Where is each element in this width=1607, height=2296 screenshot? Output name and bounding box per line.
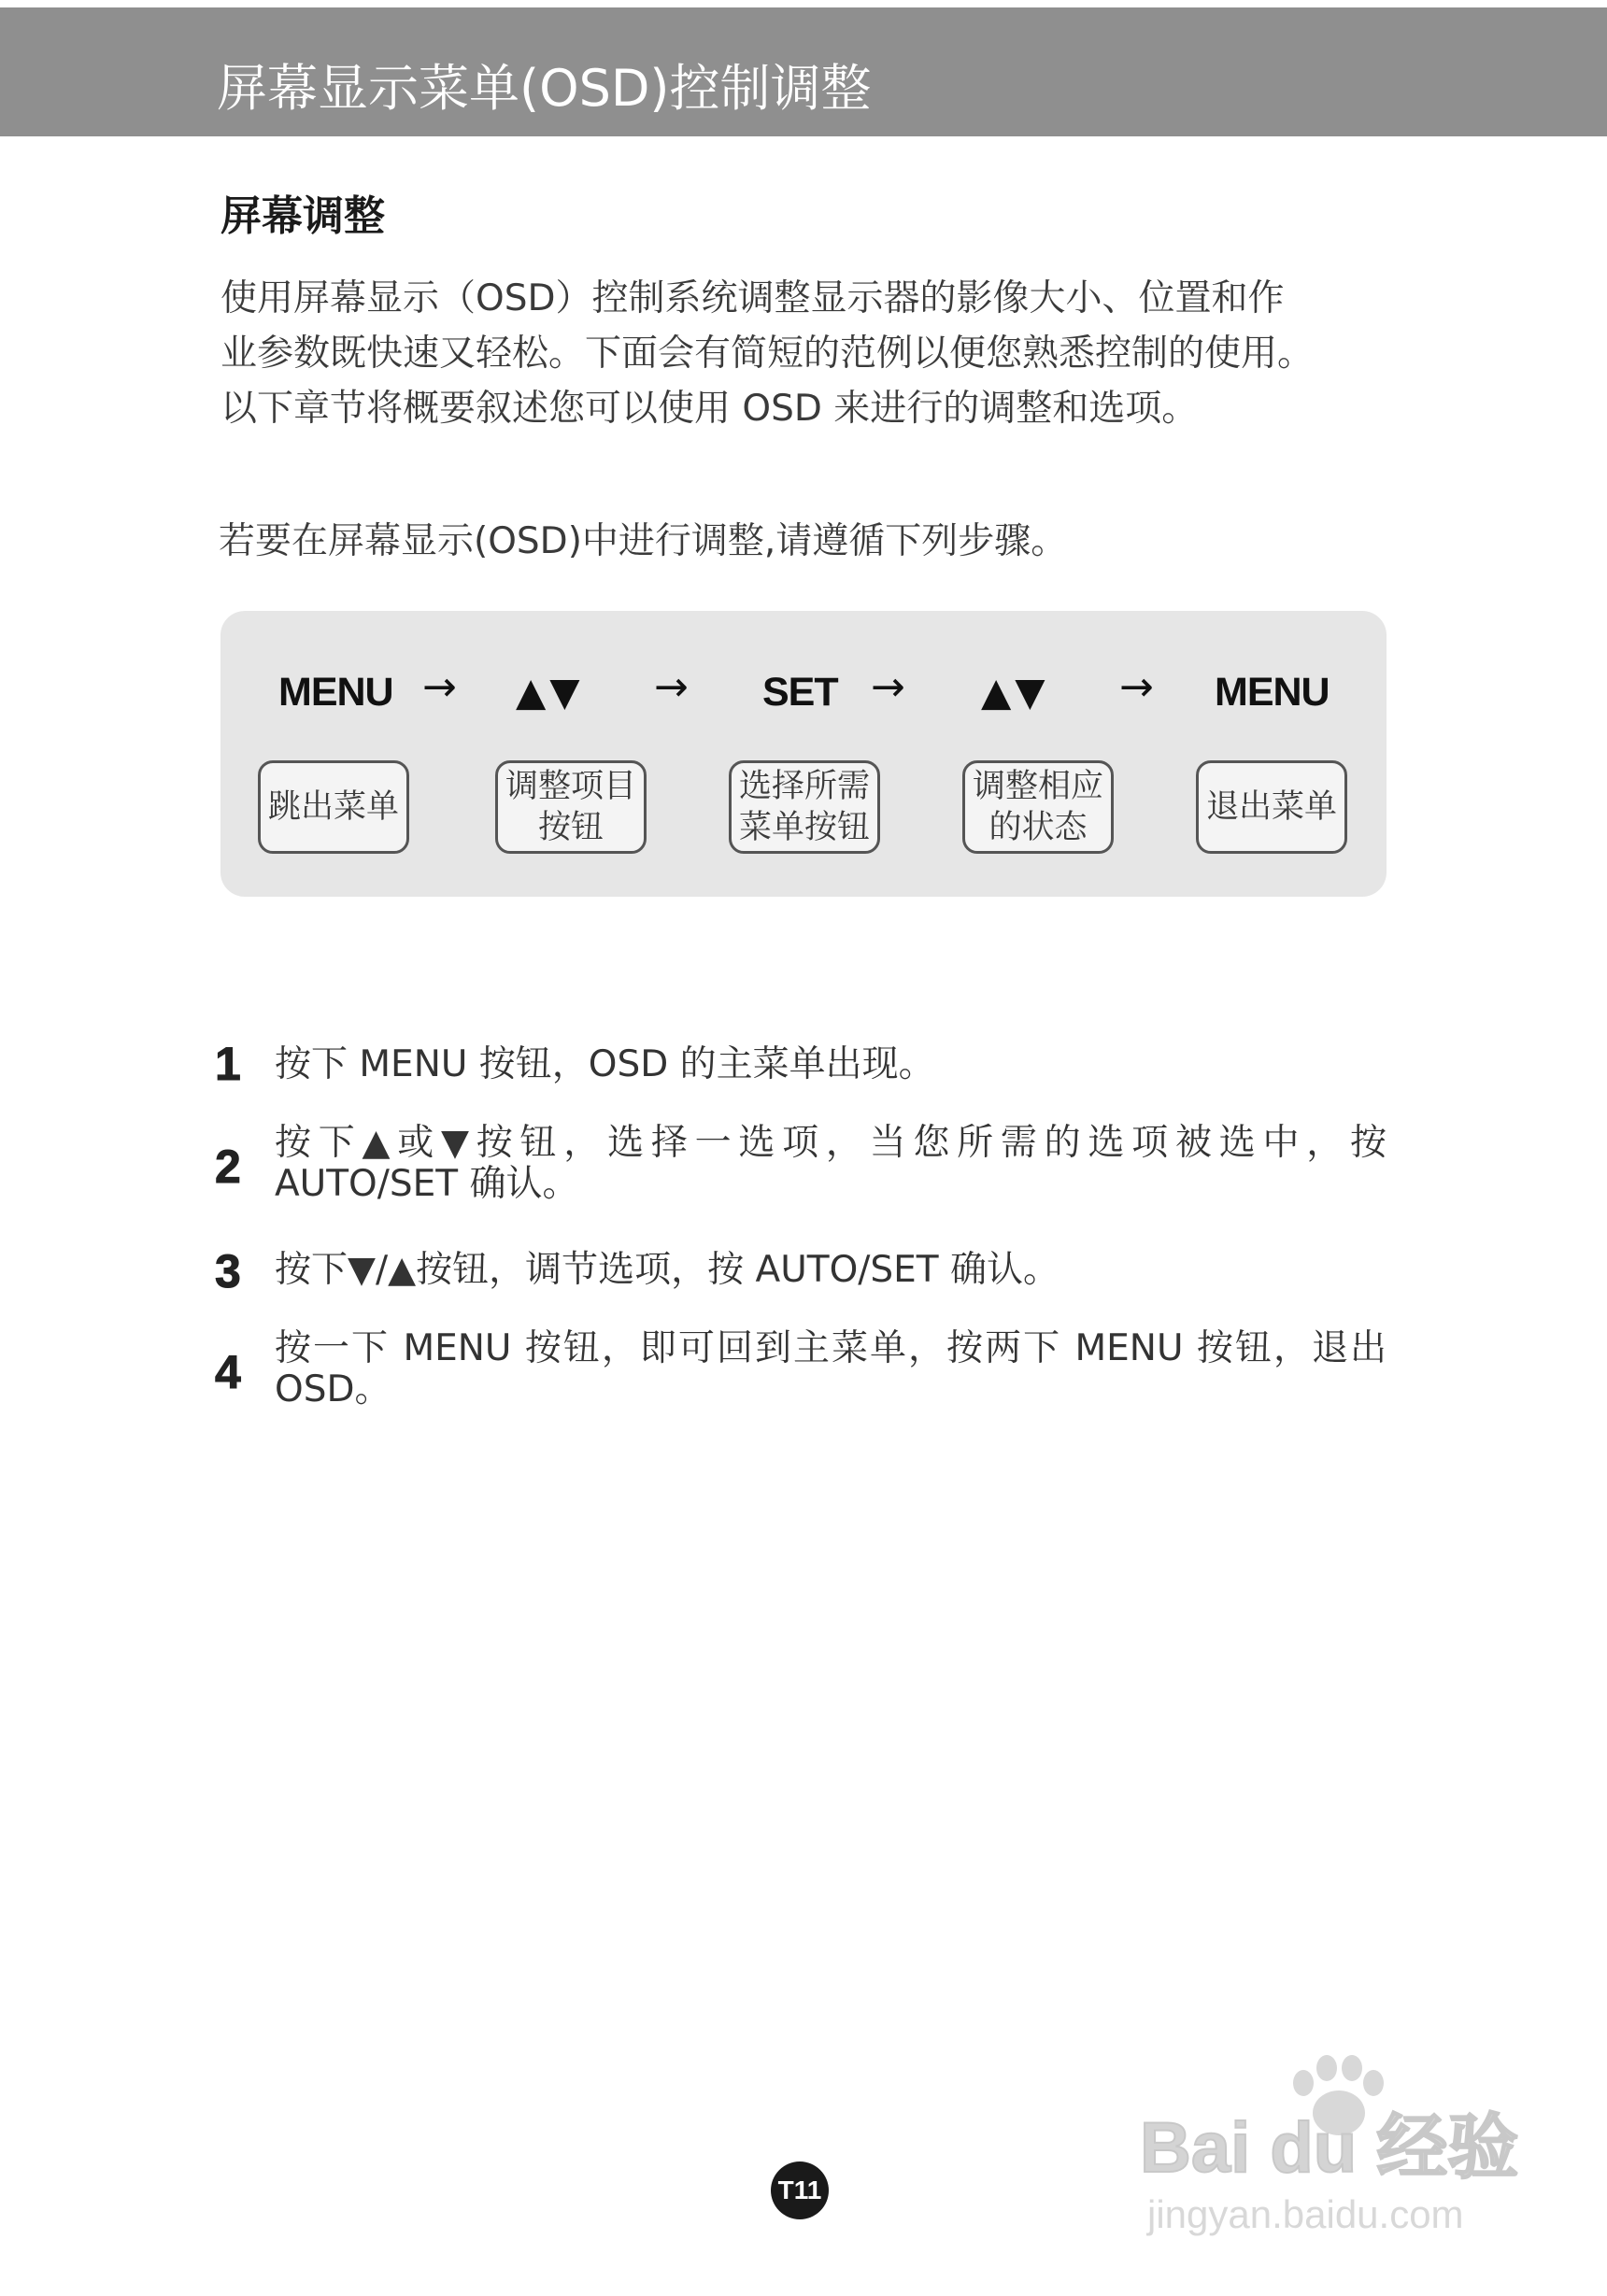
flow-step-set-label: SET	[762, 670, 838, 715]
watermark-logo-text: Bai du 经验	[1140, 2108, 1519, 2188]
watermark-url: jingyan.baidu.com	[1147, 2192, 1464, 2236]
baidu-watermark	[1140, 2055, 1532, 2251]
header-bar	[0, 7, 1607, 136]
flow-step-menu-label: MENU	[1215, 670, 1330, 715]
step-number: 1	[215, 1038, 241, 1090]
step-text: 按下▼/▲按钮，调节选项，按 AUTO/SET 确认。	[275, 1249, 1060, 1291]
flow-step-description: 选择所需菜单按钮	[729, 760, 880, 854]
intro-paragraph	[220, 271, 1388, 436]
osd-flow-diagram	[220, 611, 1387, 897]
up-down-triangles-icon: ▲▼	[516, 669, 584, 715]
step-number: 2	[215, 1141, 241, 1193]
step-text: 按下▲或▼按钮，选择一选项，当您所需的选项被选中，按 AUTO/SET 确认。	[275, 1122, 1387, 1205]
step-number: 4	[215, 1346, 241, 1398]
step-number: 3	[215, 1245, 241, 1297]
flow-arrow-icon: →	[871, 663, 905, 711]
page-number: T11	[771, 2161, 829, 2219]
flow-step-description: 退出菜单	[1196, 760, 1347, 854]
step-text: 按一下 MENU 按钮，即可回到主菜单，按两下 MENU 按钮，退出 OSD。	[275, 1327, 1387, 1410]
up-down-triangles-icon: ▲▼	[981, 669, 1049, 715]
instruction-text: 若要在屏幕显示(OSD)中进行调整,请遵循下列步骤。	[219, 520, 1068, 562]
flow-arrow-icon: →	[422, 663, 457, 711]
intro-line: 业参数既快速又轻松。下面会有简短的范例以便您熟悉控制的使用。	[220, 333, 1315, 375]
intro-line: 使用屏幕显示（OSD）控制系统调整显示器的影像大小、位置和作	[220, 277, 1285, 319]
flow-step-description: 调整项目按钮	[495, 760, 647, 854]
flow-step-menu-label: MENU	[278, 670, 393, 715]
page-title: 屏幕显示菜单(OSD)控制调整	[217, 59, 872, 118]
step-text: 按下 MENU 按钮，OSD 的主菜单出现。	[275, 1043, 935, 1085]
flow-step-description: 调整相应的状态	[962, 760, 1114, 854]
flow-step-description: 跳出菜单	[258, 760, 409, 854]
flow-arrow-icon: →	[1119, 663, 1154, 711]
section-title: 屏幕调整	[220, 192, 385, 240]
flow-arrow-icon: →	[654, 663, 689, 711]
intro-line: 以下章节将概要叙述您可以使用 OSD 来进行的调整和选项。	[220, 388, 1199, 430]
